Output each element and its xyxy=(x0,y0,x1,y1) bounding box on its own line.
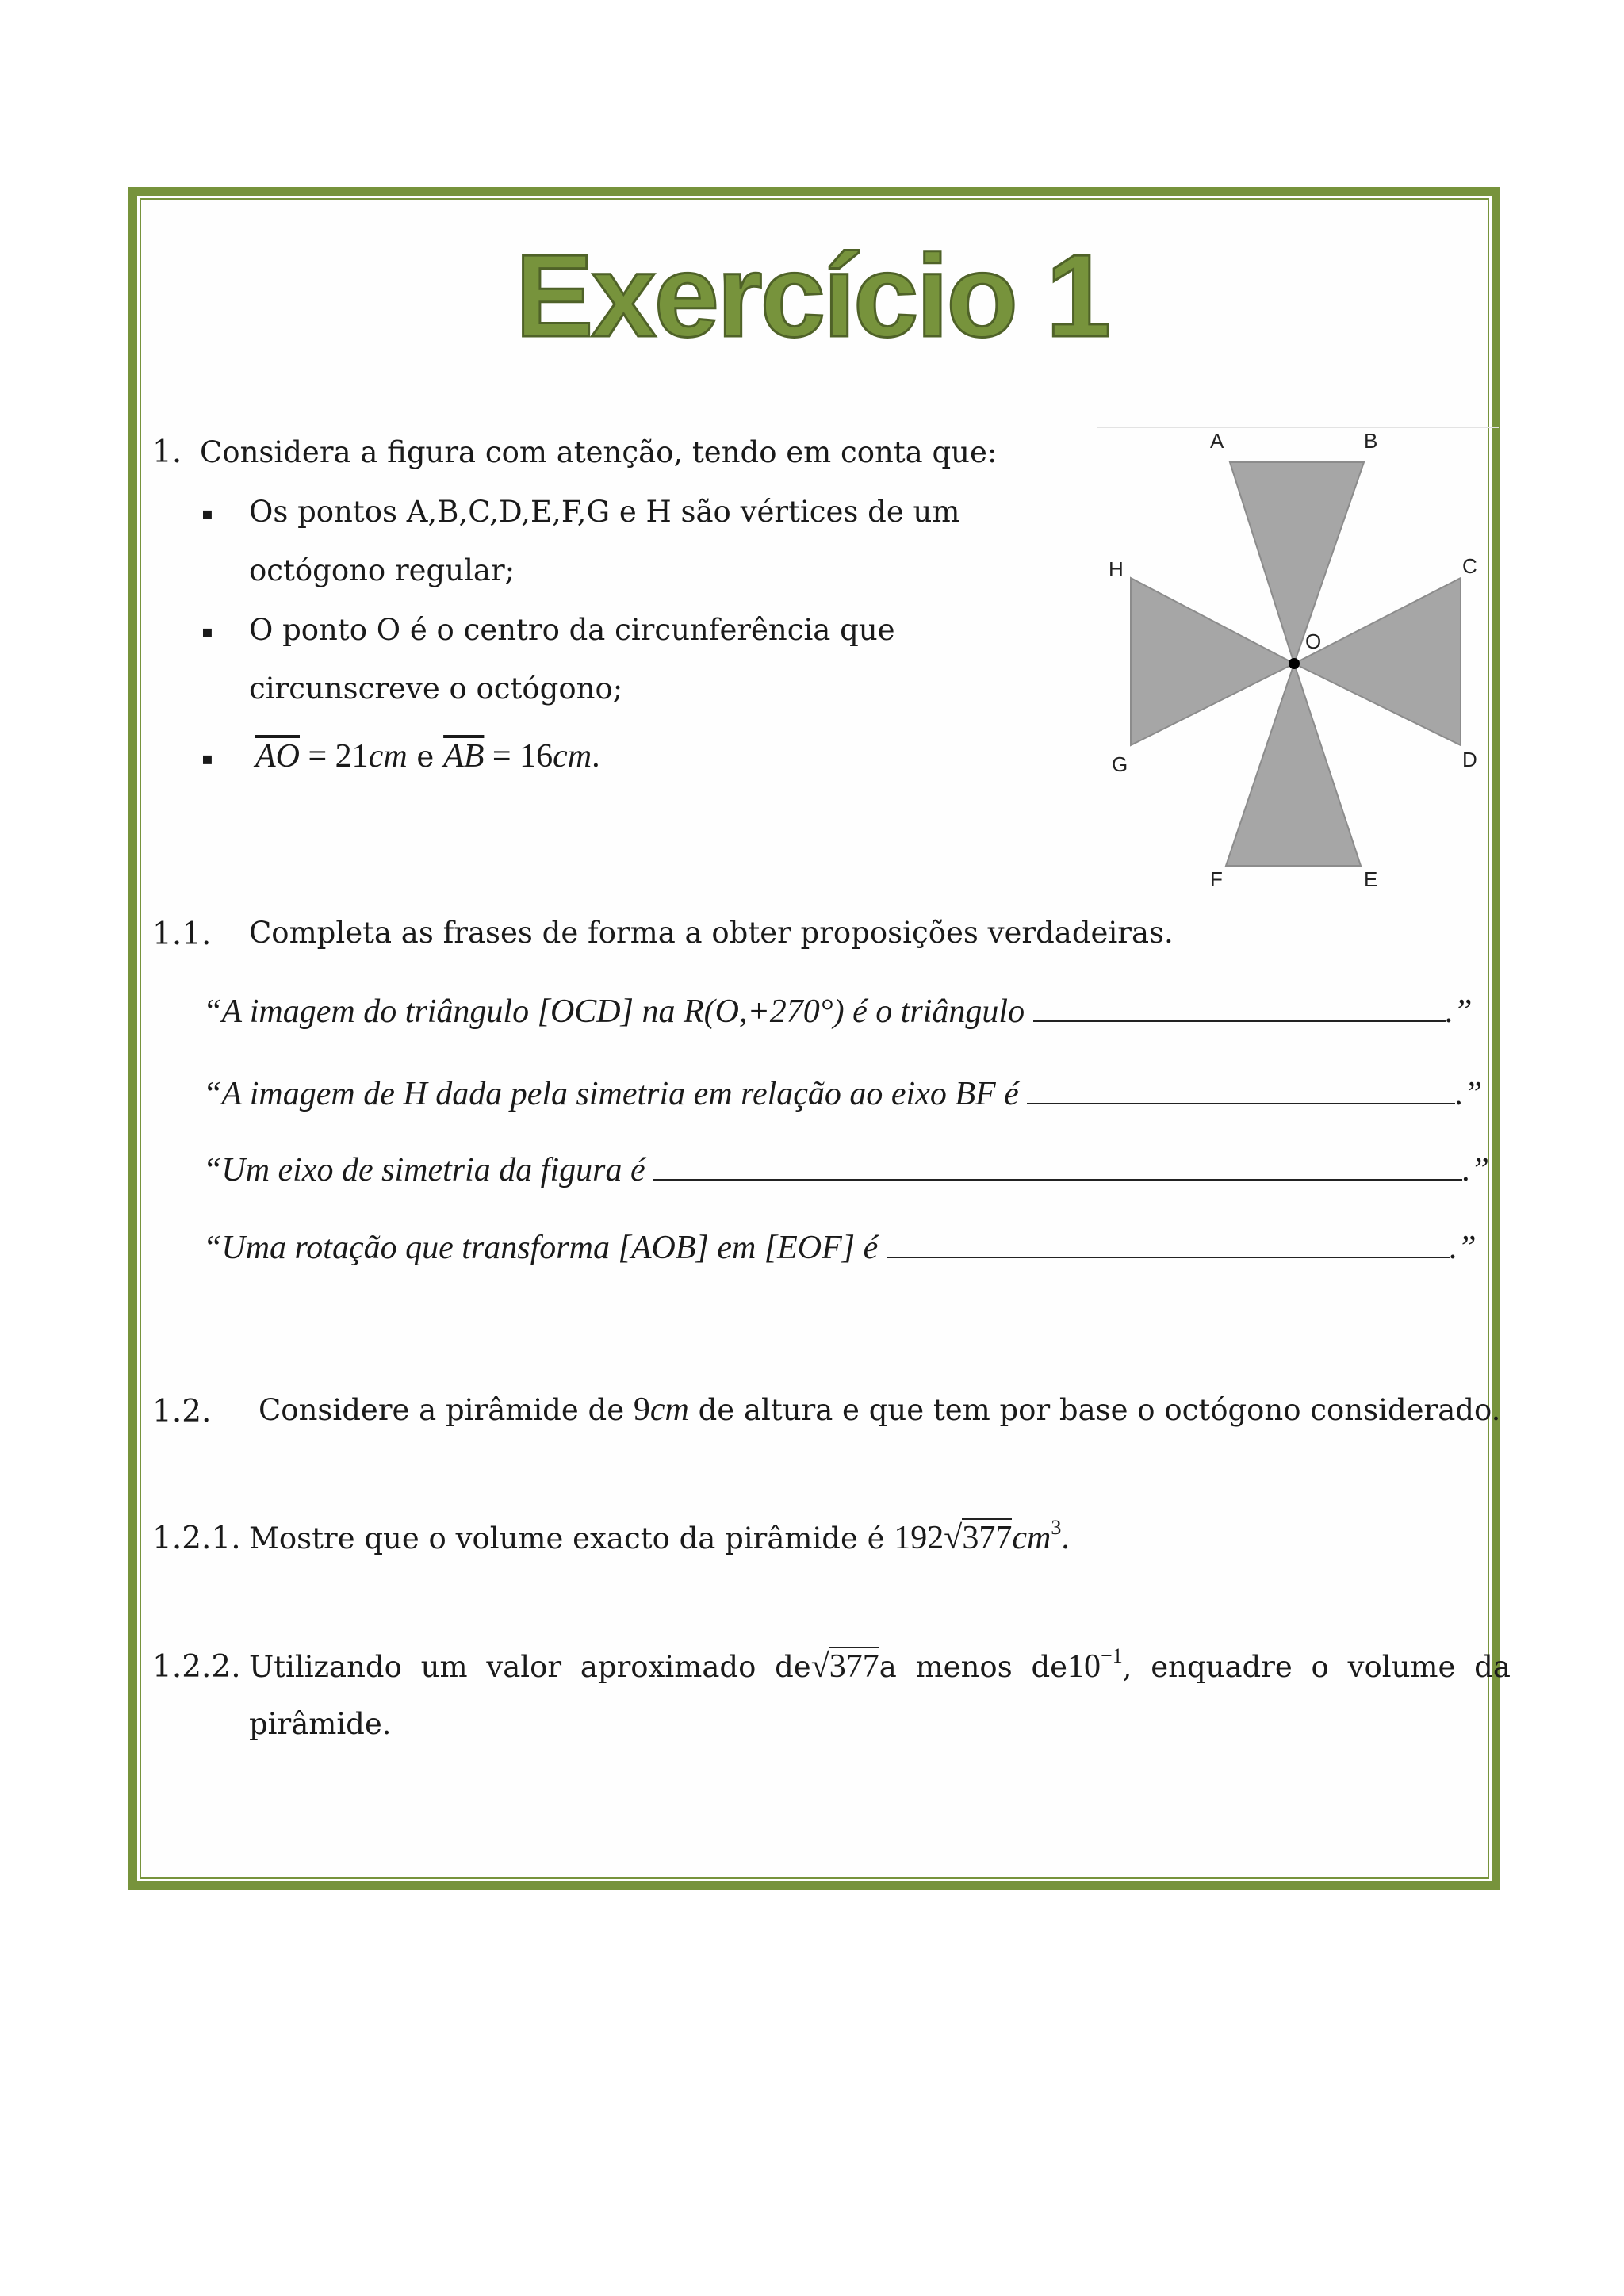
q1-2-2-mid: a menos de xyxy=(879,1650,1068,1684)
approx-radicand: 377 xyxy=(829,1648,879,1685)
q1-2-text xyxy=(259,1391,1500,1429)
q1-number: 1. xyxy=(152,434,182,470)
segment-ao: $\overline{AO}$ xyxy=(255,738,300,775)
precision-exponent: −1 xyxy=(1101,1644,1123,1667)
q1-2-2-start: Utilizando um valor aproximado de xyxy=(249,1650,811,1684)
triangle-aob-ref: [AOB] xyxy=(618,1230,709,1266)
volume-coefficient: 192 xyxy=(894,1520,944,1556)
sentence-1-start: “A imagem do triângulo xyxy=(203,993,538,1030)
eq-ab: = 16 xyxy=(484,738,553,775)
volume-exponent: 3 xyxy=(1051,1516,1062,1539)
page-title: Exercício 1 xyxy=(515,231,1109,362)
q1-2-text-end: de altura e que tem por base o octógono considerado. xyxy=(688,1393,1501,1427)
triangle-aob xyxy=(1230,462,1364,664)
period: . xyxy=(592,738,600,775)
measurements xyxy=(255,737,600,775)
volume-unit: cm xyxy=(1012,1520,1051,1556)
answer-blank-3[interactable] xyxy=(653,1152,1462,1181)
sentence-4-em: em xyxy=(708,1230,764,1266)
unit-ab: cm xyxy=(553,738,592,775)
bullet-marker: ▪ xyxy=(201,749,213,769)
height-unit: cm xyxy=(649,1391,689,1428)
label-o: O xyxy=(1305,629,1322,653)
triangle-cod xyxy=(1294,578,1461,745)
q1-2-text-start: Considere a pirâmide de xyxy=(259,1393,634,1427)
bullet2-line1: O ponto O é o centro da circunferência que xyxy=(249,613,895,647)
rotation-r: R(O,+270°) xyxy=(683,993,845,1030)
sentence-2 xyxy=(203,1075,1482,1113)
q1-2-2-line1 xyxy=(249,1644,1511,1686)
precision-base: 10 xyxy=(1067,1648,1101,1685)
answer-blank-2[interactable] xyxy=(1027,1076,1455,1104)
center-point xyxy=(1289,658,1300,669)
sentence-4-end: .” xyxy=(1449,1230,1477,1266)
label-c: C xyxy=(1462,554,1477,578)
answer-blank-4[interactable] xyxy=(887,1230,1450,1258)
eq-ao: = 21 xyxy=(300,738,369,775)
sentence-1 xyxy=(203,993,1472,1031)
triangle-ocd: [OCD] xyxy=(537,993,634,1030)
bullet2-line2: circunscreve o octógono; xyxy=(249,672,623,706)
label-g: G xyxy=(1112,752,1128,776)
bullet-marker: ▪ xyxy=(201,622,213,642)
answer-blank-1[interactable] xyxy=(1033,993,1446,1022)
sentence-4 xyxy=(203,1229,1477,1267)
q1-intro: Considera a figura com atenção, tendo em conta que: xyxy=(200,435,998,469)
segment-ab: $\overline{AB}$ xyxy=(443,738,485,775)
label-b: B xyxy=(1364,429,1378,453)
conjunction: e xyxy=(407,740,444,774)
label-d: D xyxy=(1462,748,1477,771)
label-e: E xyxy=(1364,867,1378,891)
q1-2-2-end: , enquadre o volume da xyxy=(1122,1650,1511,1684)
label-f: F xyxy=(1210,867,1223,891)
height-value: 9 xyxy=(633,1391,650,1428)
q1-2-1-statement: Mostre que o volume exacto da pirâmide é xyxy=(249,1521,894,1556)
q1-1-number: 1.1. xyxy=(152,916,212,952)
sentence-3-end: .” xyxy=(1462,1152,1489,1188)
bullet1-line1: Os pontos A,B,C,D,E,F,G e H são vértices de um xyxy=(249,495,960,529)
triangle-goh xyxy=(1131,578,1294,745)
q1-2-number: 1.2. xyxy=(152,1394,212,1429)
triangle-eof-ref: [EOF] xyxy=(764,1230,856,1266)
sentence-1-end: .” xyxy=(1445,993,1473,1030)
label-h: H xyxy=(1109,557,1124,581)
q1-2-1-period: . xyxy=(1061,1520,1070,1556)
radical-sign: √ xyxy=(810,1648,829,1685)
sentence-1-mid: é o triângulo xyxy=(844,993,1033,1030)
volume-radicand: 377 xyxy=(962,1520,1013,1556)
q1-2-1-number: 1.2.1. xyxy=(152,1521,241,1556)
sentence-4-mid: é xyxy=(855,1230,887,1266)
octagon-figure xyxy=(1097,425,1499,901)
sentence-4-start: “Uma rotação que transforma xyxy=(203,1230,619,1266)
bullet1-line2: octógono regular; xyxy=(249,553,515,587)
label-a: A xyxy=(1210,429,1224,453)
sentence-3-start: “Um eixo de simetria da figura é xyxy=(203,1152,654,1188)
sentence-2-start: “A imagem de H dada pela simetria em relação ao eixo BF é xyxy=(203,1076,1028,1112)
triangle-eof xyxy=(1226,664,1361,866)
sentence-1-na: na xyxy=(633,993,684,1030)
sentence-3 xyxy=(203,1151,1489,1189)
radical-sign: √ xyxy=(944,1520,963,1556)
unit-ao: cm xyxy=(368,738,408,775)
sentence-2-end: .” xyxy=(1455,1076,1483,1112)
bullet-marker: ▪ xyxy=(201,504,213,524)
q1-2-2-line2: pirâmide. xyxy=(249,1707,392,1741)
q1-1-text: Completa as frases de forma a obter proposições verdadeiras. xyxy=(249,916,1174,950)
q1-2-2-number: 1.2.2. xyxy=(152,1649,241,1685)
q1-2-1-text xyxy=(249,1516,1070,1557)
